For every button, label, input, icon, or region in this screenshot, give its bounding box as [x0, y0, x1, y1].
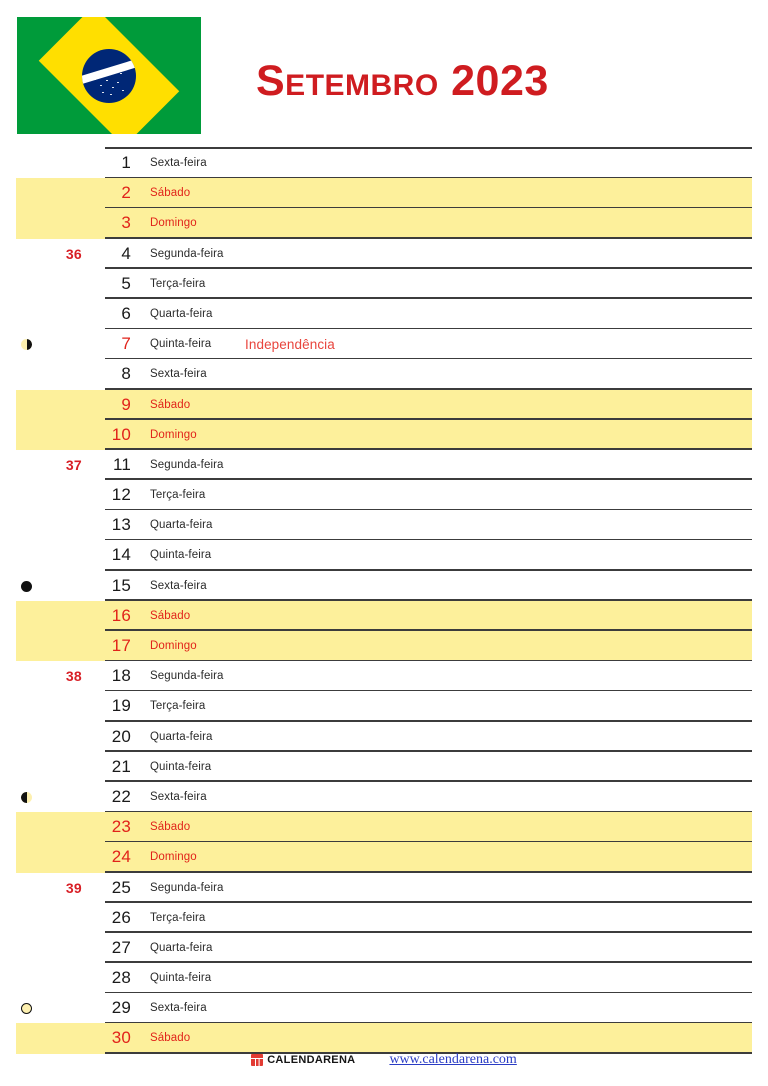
day-number: 16 — [111, 605, 131, 625]
day-name: Sexta-feira — [150, 157, 207, 169]
day-name: Domingo — [150, 851, 197, 864]
calendar-day-row[interactable] — [0, 601, 768, 631]
day-name: Terça-feira — [150, 911, 206, 924]
calendar-day-row[interactable] — [0, 933, 768, 963]
day-name: Sábado — [150, 1032, 191, 1045]
day-number: 1 — [121, 153, 131, 172]
day-name: Segunda-feira — [150, 458, 224, 471]
day-name: Segunda-feira — [150, 670, 224, 683]
day-name: Sexta-feira — [150, 368, 207, 381]
day-name: Segunda-feira — [150, 881, 224, 894]
day-name: Terça-feira — [150, 277, 206, 290]
page-footer — [0, 1052, 768, 1076]
day-number: 23 — [111, 817, 131, 837]
day-name: Quinta-feira — [150, 549, 212, 562]
calendar-day-row[interactable] — [0, 359, 768, 389]
day-name: Quinta-feira — [150, 338, 212, 351]
site-url-link[interactable]: www.calendarena.com — [389, 1052, 517, 1067]
day-number: 5 — [121, 273, 131, 293]
calendar-day-row[interactable] — [0, 480, 768, 510]
day-name: Terça-feira — [150, 489, 206, 502]
calendar-day-row[interactable] — [0, 148, 768, 178]
day-name: Quinta-feira — [150, 972, 212, 985]
last-quarter-icon — [21, 339, 32, 350]
calendar-day-row[interactable] — [0, 208, 768, 238]
brand-name: CALENDARENA — [267, 1054, 356, 1066]
day-number: 17 — [111, 636, 131, 655]
calendar-day-row[interactable] — [0, 782, 768, 812]
calendar-day-row[interactable] — [0, 178, 768, 208]
day-number: 18 — [111, 666, 131, 686]
day-name: Quinta-feira — [150, 760, 212, 773]
calendar-day-row[interactable] — [0, 329, 768, 359]
day-number: 13 — [111, 515, 131, 535]
day-number: 11 — [112, 454, 131, 474]
day-name: Domingo — [150, 217, 197, 230]
day-number: 27 — [111, 937, 131, 957]
day-name: Segunda-feira — [150, 247, 224, 260]
calendar-day-row[interactable] — [0, 571, 768, 601]
page-header — [0, 0, 768, 148]
new-moon-icon — [21, 581, 32, 592]
calendar-day-row[interactable] — [0, 873, 768, 903]
flag-globe — [82, 49, 136, 103]
calendar-day-row[interactable] — [0, 963, 768, 993]
day-name: Sexta-feira — [150, 790, 207, 803]
day-name: Sábado — [150, 187, 191, 200]
calendar-day-row[interactable] — [0, 631, 768, 661]
calendar-icon — [251, 1054, 263, 1066]
calendar-day-row[interactable] — [0, 540, 768, 570]
calendar-day-row[interactable] — [0, 420, 768, 450]
day-name: Quarta-feira — [150, 730, 213, 743]
day-name: Terça-feira — [150, 700, 206, 713]
calendar-day-row[interactable] — [0, 299, 768, 329]
day-number: 20 — [111, 726, 131, 746]
day-name: Domingo — [150, 428, 197, 441]
day-number: 8 — [121, 364, 131, 384]
calendar-day-row[interactable] — [0, 752, 768, 782]
day-number: 2 — [121, 183, 131, 203]
full-moon-icon — [21, 1003, 32, 1014]
day-name: Quarta-feira — [150, 519, 213, 532]
day-name: Sábado — [150, 398, 191, 411]
day-number: 14 — [111, 545, 131, 565]
day-number: 30 — [111, 1028, 131, 1048]
brazil-flag-icon — [17, 17, 201, 134]
calendar-day-row[interactable] — [0, 1023, 768, 1053]
day-number: 10 — [111, 424, 131, 444]
day-name: Quarta-feira — [150, 307, 213, 320]
day-number: 3 — [121, 213, 131, 233]
day-number: 26 — [111, 907, 131, 927]
day-number: 22 — [111, 786, 131, 806]
calendar-day-row[interactable] — [0, 661, 768, 691]
calendar-day-row[interactable] — [0, 812, 768, 842]
day-name: Sábado — [150, 821, 191, 834]
week-number: 38 — [65, 668, 82, 685]
calendar-rows — [0, 148, 768, 1054]
week-number: 36 — [65, 245, 82, 262]
holiday-name: Independência — [245, 337, 335, 353]
day-number: 29 — [111, 998, 131, 1018]
calendar-day-row[interactable] — [0, 450, 768, 480]
day-number: 6 — [121, 303, 131, 323]
day-number: 28 — [111, 968, 131, 988]
calendar-day-row[interactable] — [0, 842, 768, 872]
day-number: 25 — [111, 877, 131, 897]
day-number: 4 — [121, 243, 131, 263]
day-number: 24 — [111, 847, 131, 867]
calendar-day-row[interactable] — [0, 390, 768, 420]
calendar-day-row[interactable] — [0, 993, 768, 1023]
day-number: 9 — [121, 394, 131, 414]
day-name: Domingo — [150, 640, 197, 652]
day-name: Sexta-feira — [150, 579, 207, 592]
day-number: 19 — [111, 696, 131, 716]
calendar-day-row[interactable] — [0, 691, 768, 721]
week-number: 39 — [65, 879, 82, 896]
day-name: Sábado — [150, 609, 191, 622]
day-number: 12 — [111, 485, 131, 505]
calendar-day-row[interactable] — [0, 239, 768, 269]
first-quarter-icon — [21, 792, 32, 803]
day-number: 15 — [111, 575, 131, 595]
calendar-day-row[interactable] — [0, 510, 768, 540]
calendar-day-row[interactable] — [0, 903, 768, 933]
page-title: Setembro 2023 — [256, 57, 549, 105]
week-number: 37 — [65, 456, 82, 473]
day-number: 21 — [111, 756, 131, 776]
day-name: Quarta-feira — [150, 941, 213, 954]
day-number: 7 — [121, 334, 131, 354]
calendar-day-row[interactable] — [0, 722, 768, 752]
day-name: Sexta-feira — [150, 1002, 207, 1015]
brand — [251, 1054, 355, 1066]
calendar-day-row[interactable] — [0, 269, 768, 299]
